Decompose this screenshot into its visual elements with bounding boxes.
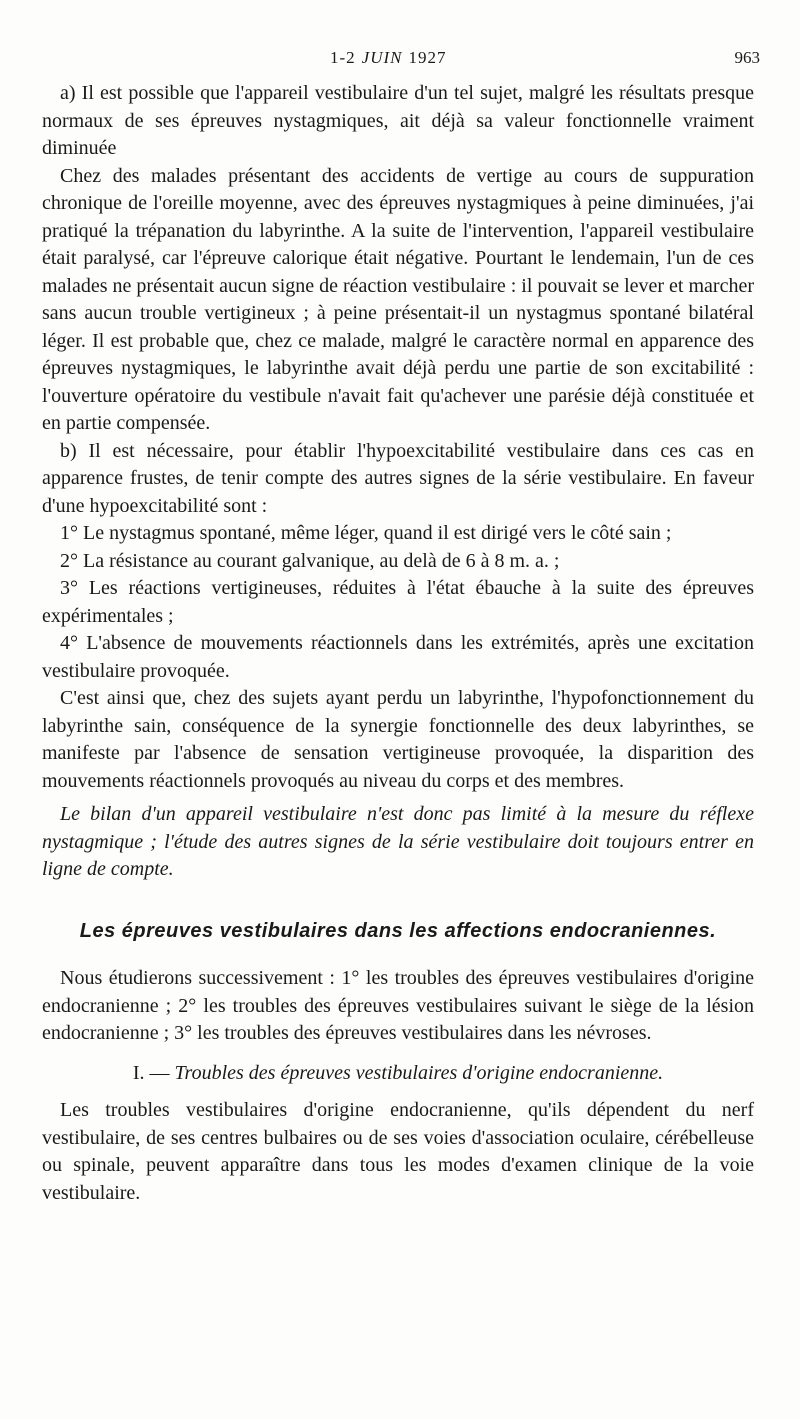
subsection-title: Troubles des épreuves vestibulaires d'origine endocranienne.: [174, 1061, 664, 1084]
paragraph-bilan-italic: Le bilan d'un appareil vestibulaire n'est donc pas limité à la mesure du réflexe nystagmique ; l'étude des autres signes de la série vestibulaire doit toujours entrer en ligne de compte.: [42, 803, 754, 880]
list-item-3: 3° Les réactions vertigineuses, réduites à l'état ébauche à la suite des épreuves expérimentales ;: [42, 577, 754, 627]
header-month: JUIN: [361, 48, 403, 67]
header-date: 1-2 JUIN 1927: [330, 48, 447, 67]
running-header: [40, 48, 760, 72]
subsection-heading: [42, 1060, 754, 1088]
list-item-1: 1° Le nystagmus spontané, même léger, quand il est dirigé vers le côté sain ;: [60, 522, 672, 544]
paragraph-case-report: Chez des malades présentant des accidents de vertige au cours de suppuration chronique de l'oreille moyenne, avec des épreuves nystagmiques à peine diminuées, j'ai pratiqué la trépanation du labyrinthe. A la suite de l'intervention, l'appareil vestibulaire était paralysé, car l'épreuve calorique était négative. Pourtant le lendemain, l'un de ces malades ne présentait aucun signe de réaction vestibulaire : il pouvait se lever et marcher sans aucun trouble vertigineux ; à peine présentait-il un nystagmus spontané bilatéral léger. Il est probable que, chez ce malade, malgré le caractère normal en apparence des épreuves nystagmiques, le labyrinthe avait déjà perdu une partie de son excitabilité : l'ouverture opératoire du vestibule n'avait fait qu'achever une parésie déjà constituée et en partie compensée.: [42, 164, 754, 434]
paragraph-a: a) Il est possible que l'appareil vestibulaire d'un tel sujet, malgré les résultats presque normaux de ses épreuves nystagmiques, ait déjà sa valeur fonctionnelle vraiment diminuée: [42, 82, 754, 159]
body-text: [42, 80, 754, 1207]
header-year: 1927: [408, 48, 447, 67]
subsection-number: I.: [132, 1061, 145, 1084]
section-heading: Les épreuves vestibulaires dans les affections endocraniennes.: [79, 919, 717, 942]
subsection-dash: —: [149, 1061, 170, 1084]
list-item-4: 4° L'absence de mouvements réactionnels dans les extrémités, après une excitation vestibulaire provoquée.: [42, 632, 754, 682]
list-item-2: 2° La résistance au courant galvanique, au delà de 6 à 8 m. a. ;: [60, 549, 560, 572]
paragraph-cest-ainsi: C'est ainsi que, chez des sujets ayant perdu un labyrinthe, l'hypofonctionnement du labyrinthe sain, conséquence de la synergie fonctionnelle des deux labyrinthes, se manifeste par l'absence de sensation vertigineuse provoquée, la disparition des mouvements réactionnels provoqués au niveau du corps et des membres.: [42, 687, 754, 792]
page-number: 963: [734, 48, 760, 67]
paragraph-les-troubles: Les troubles vestibulaires d'origine endocranienne, qu'ils dépendent du nerf vestibulaire, de ses centres bulbaires ou de ses voies d'association oculaire, cérébelleuse ou spinale, peuvent apparaître dans tous les modes d'examen clinique de la voie vestibulaire.: [42, 1099, 754, 1204]
paragraph-nous-etudierons: Nous étudierons successivement : 1° les troubles des épreuves vestibulaires d'origine endocranienne ; 2° les troubles des épreuves vestibulaires suivant le siège de la lésion endocranienne ; 3° les troubles des épreuves vestibulaires dans les névroses.: [42, 967, 754, 1044]
paragraph-b: b) Il est nécessaire, pour établir l'hypoexcitabilité vestibulaire dans ces cas en apparence frustes, de tenir compte des autres signes de la série vestibulaire. En faveur d'une hypoexcitabilité sont :: [42, 439, 754, 517]
